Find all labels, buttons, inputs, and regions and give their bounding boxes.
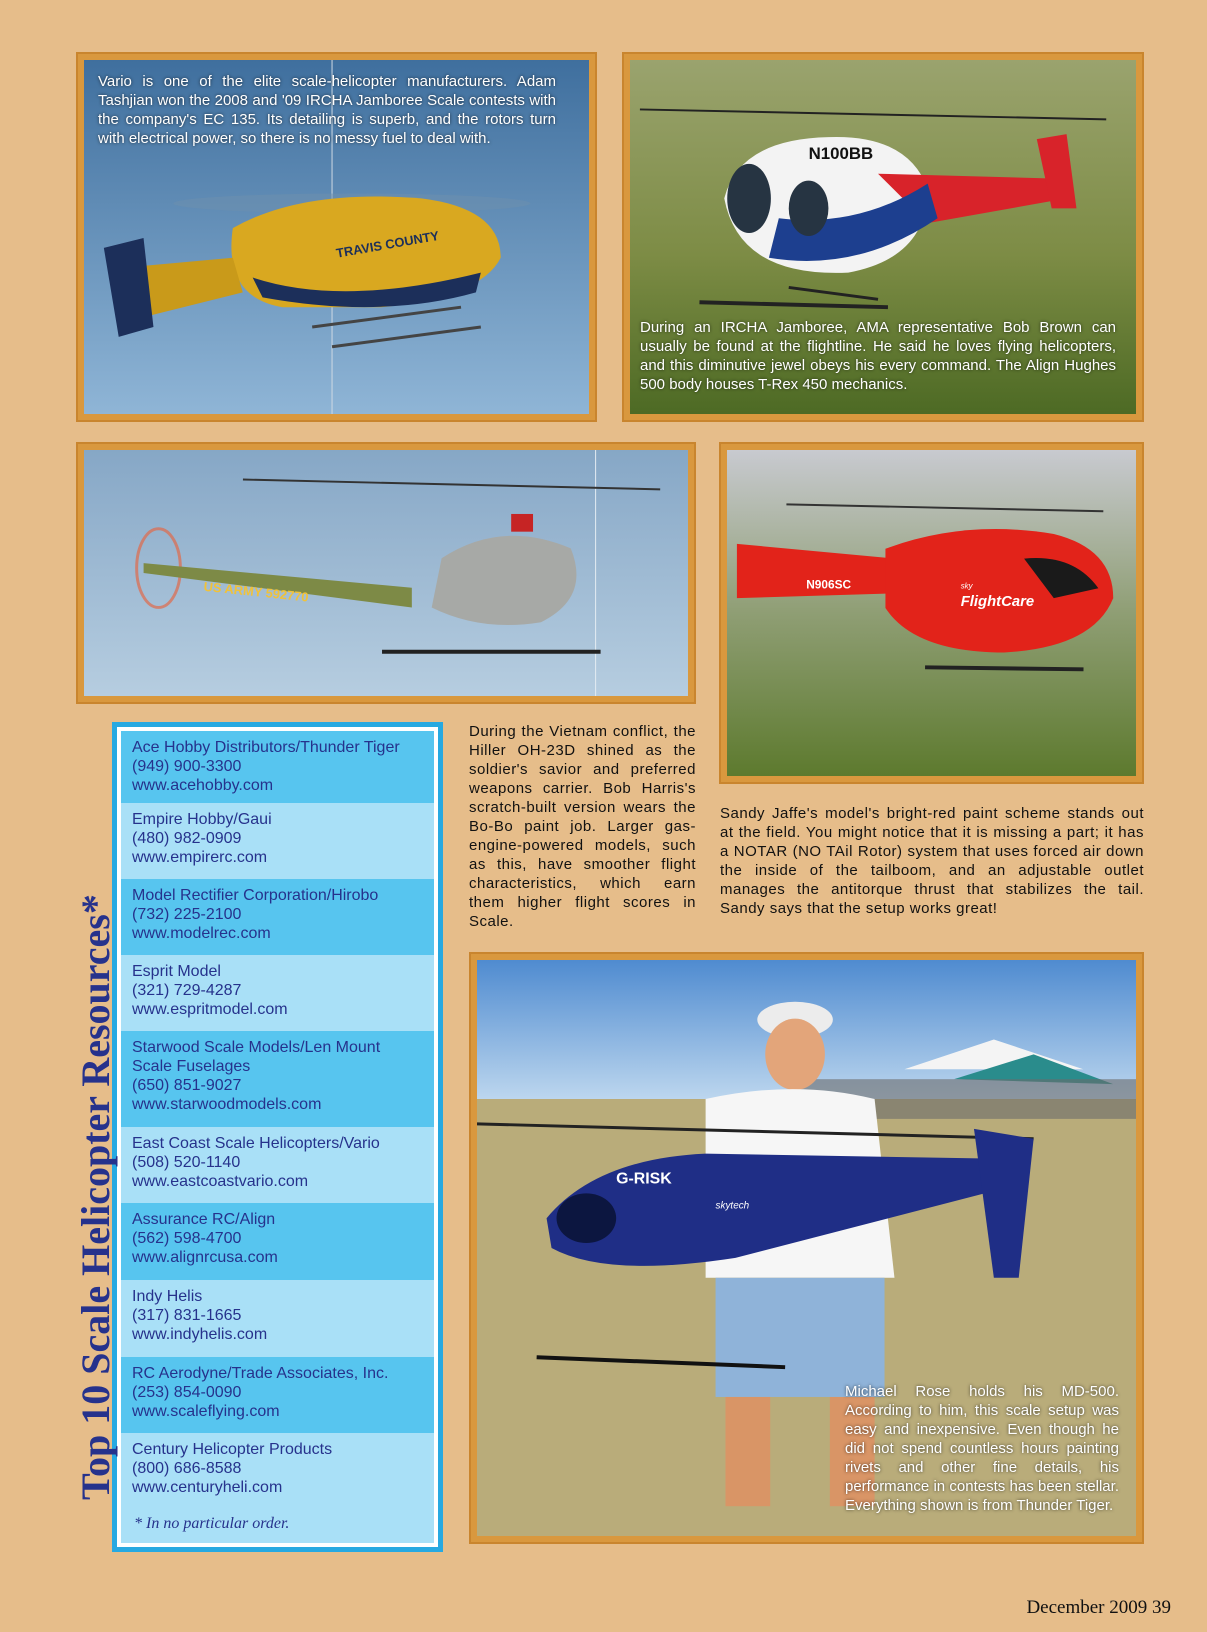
resource-phone: (253) 854-0090 (132, 1384, 242, 1401)
resource-name: Model Rectifier Corporation/Hirobo (132, 887, 379, 904)
resource-name: Assurance RC/Align (132, 1211, 276, 1228)
photo-text-n906sc: N906SC (806, 577, 852, 592)
resource-name: Esprit Model (132, 963, 221, 980)
resource-name-cont: Scale Fuselages (132, 1058, 251, 1075)
resource-item (121, 731, 434, 803)
resource-url[interactable]: www.centuryheli.com (132, 1479, 283, 1496)
photo-text-sky: sky (960, 581, 973, 591)
resource-name: Indy Helis (132, 1288, 203, 1305)
resource-item (121, 1203, 434, 1280)
photo-frame-hiller (76, 442, 696, 704)
resource-url[interactable]: www.starwoodmodels.com (132, 1096, 322, 1113)
resource-item (121, 1031, 434, 1127)
resource-phone: (949) 900-3300 (132, 758, 242, 775)
resources-box (112, 722, 443, 1552)
photo-text-grisk: G-RISK (616, 1170, 672, 1188)
caption-md500: Michael Rose holds his MD-500. According to him, this scale setup was easy and inexpensive. Even though he did not spend countless hours painting rivets and other fine details, his performance in contests has been stellar. Everything shown is from Thunder Tiger. (845, 1383, 1119, 1514)
resource-url[interactable]: www.espritmodel.com (132, 1001, 288, 1018)
resource-name: Ace Hobby Distributors/Thunder Tiger (132, 739, 400, 756)
photo-text-travis: TRAVIS COUNTY (334, 227, 441, 261)
resource-phone: (562) 598-4700 (132, 1230, 242, 1247)
caption-align: During an IRCHA Jamboree, AMA representative Bob Brown can usually be found at the flightline. He said he loves flying helicopters, and this diminutive jewel obeys his every command. The Align Hughes 500 body houses T-Rex 450 mechanics. (640, 319, 1116, 393)
resource-name: Empire Hobby/Gaui (132, 811, 272, 828)
resource-phone: (317) 831-1665 (132, 1307, 242, 1324)
resource-phone: (480) 982-0909 (132, 830, 242, 847)
resource-url[interactable]: www.eastcoastvario.com (132, 1173, 309, 1190)
resource-item (121, 1357, 434, 1433)
resource-item (121, 1433, 434, 1511)
resource-url[interactable]: www.alignrcusa.com (132, 1249, 278, 1266)
photo-text-n100bb: N100BB (808, 143, 874, 163)
resource-url[interactable]: www.empirerc.com (132, 849, 268, 866)
page-footer: December 2009 39 (1026, 1597, 1171, 1618)
resource-phone: (732) 225-2100 (132, 906, 242, 923)
resource-name: Century Helicopter Products (132, 1441, 333, 1458)
resource-url[interactable]: www.scaleflying.com (132, 1403, 280, 1420)
resource-name: RC Aerodyne/Trade Associates, Inc. (132, 1365, 389, 1382)
photo-text-skytech: skytech (715, 1200, 750, 1212)
resource-item (121, 1127, 434, 1203)
resource-url[interactable]: www.modelrec.com (132, 925, 271, 942)
resource-name: East Coast Scale Helicopters/Vario (132, 1135, 380, 1152)
resources-title: Top 10 Scale Helicopter Resources* (73, 894, 118, 1500)
photo-notar (727, 450, 1136, 776)
photo-frame-vario (76, 52, 597, 422)
photo-frame-notar (719, 442, 1144, 784)
resource-item (121, 955, 434, 1031)
resource-item (121, 1280, 434, 1357)
resources-note: * In no particular order. (121, 1507, 434, 1543)
resource-name: Starwood Scale Models/Len Mount (132, 1039, 381, 1056)
resource-phone: (321) 729-4287 (132, 982, 242, 999)
photo-text-army: US ARMY 592770 (202, 578, 310, 605)
caption-notar: Sandy Jaffe's model's bright-red paint scheme stands out at the field. You might notice that it is missing a part; it has a NOTAR (NO TAil Rotor) system that uses forced air down the inside of the tailboom, and an adjustable outlet manages the antitorque thrust that stabilizes the tail. Sandy says that the setup works great! (720, 805, 1144, 917)
resource-phone: (650) 851-9027 (132, 1077, 242, 1094)
resource-url[interactable]: www.acehobby.com (132, 777, 274, 794)
photo-text-flightcare: FlightCare (960, 594, 1035, 611)
resource-phone: (800) 686-8588 (132, 1460, 242, 1477)
caption-hiller: During the Vietnam conflict, the Hiller OH-23D shined as the soldier's savior and preferred weapons carrier. Bob Harris's scratch-built version wears the Bo-Bo paint job. Larger gas-engine-powered models, such as this, have smoother flight characteristics, which earn them higher flight scores in Scale. (469, 723, 696, 930)
resource-url[interactable]: www.indyhelis.com (132, 1326, 268, 1343)
caption-vario: Vario is one of the elite scale-helicopter manufacturers. Adam Tashjian won the 2008 and '09 IRCHA Jamboree Scale contests with the company's EC 135. Its detailing is superb, and the rotors turn with electrical power, so there is no messy fuel to deal with. (98, 73, 556, 147)
resource-item (121, 879, 434, 955)
photo-hiller-oh23d (84, 450, 688, 696)
resource-item (121, 803, 434, 879)
photo-frame-align (622, 52, 1144, 422)
photo-frame-md500 (469, 952, 1144, 1544)
resource-phone: (508) 520-1140 (132, 1154, 241, 1171)
